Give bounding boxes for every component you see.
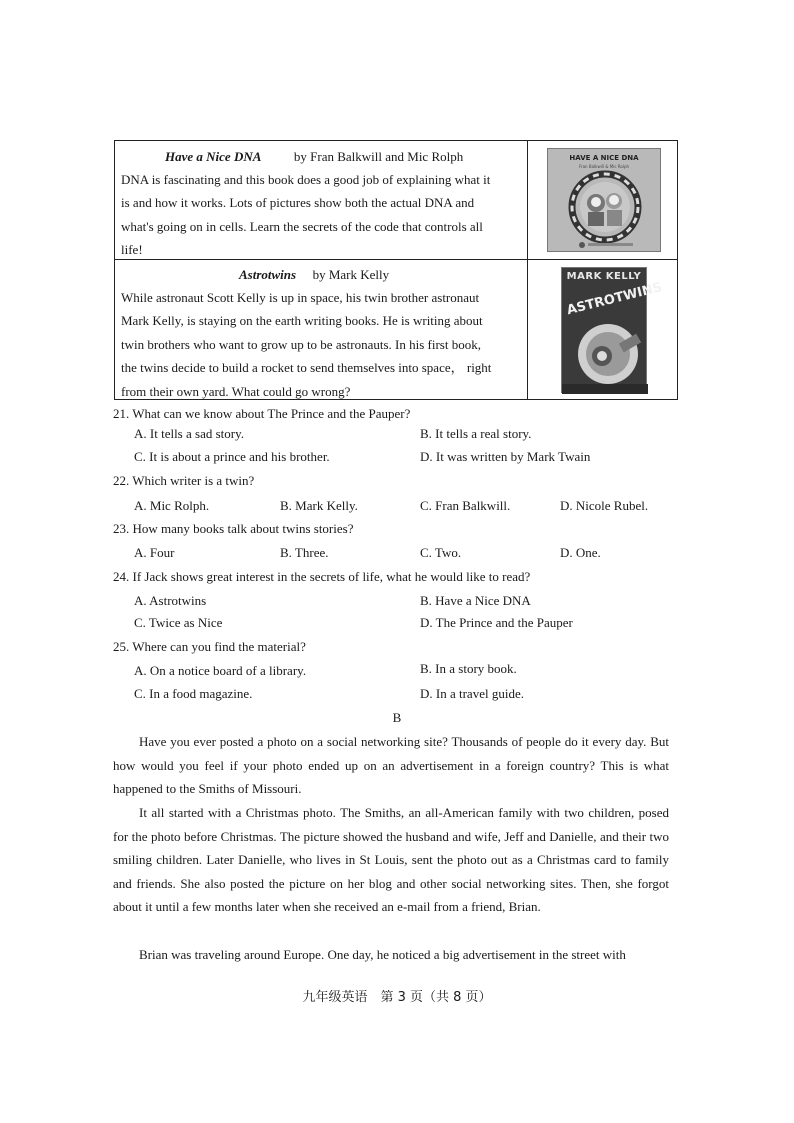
text-line: twin brothers who want to grow up to be astronauts. In his first book, [121, 336, 481, 352]
book-heading [165, 147, 463, 167]
answer-option: A. Four [134, 545, 175, 560]
cover-title: ASTROTWINS [565, 280, 664, 319]
answer-option: B. Have a Nice DNA [420, 593, 531, 608]
answer-option: B. Three. [280, 545, 329, 560]
text-line: what's going on in cells. Learn the secrets of the code that controls all [121, 218, 483, 234]
answer-option: D. It was written by Mark Twain [420, 449, 591, 464]
book-title: Have a Nice DNA [165, 149, 262, 164]
answer-option: C. In a food magazine. [134, 686, 253, 701]
answer-option: B. Mark Kelly. [280, 498, 358, 513]
answer-option: D. The Prince and the Pauper [420, 615, 573, 630]
question-stem: 21. What can we know about The Prince and the Pauper? [113, 406, 411, 421]
answer-option: A. On a notice board of a library. [134, 663, 307, 678]
cover-title: HAVE A NICE DNA [569, 154, 639, 162]
rocket-illustration [562, 268, 664, 394]
table-column-divider [527, 141, 528, 399]
section-label: B [392, 710, 402, 725]
text-line: DNA is fascinating and this book does a good job of explaining what it [121, 172, 491, 187]
page-footer: 九年级英语 第 3 页（共 8 页） [302, 990, 492, 1005]
passage-paragraph: Have you ever posted a photo on a social networking site? Thousands of people do it every day. But how would you feel if your photo ended up on an advertisement in a foreign country? This is what happened to the Smiths of Missouri. [113, 734, 669, 797]
answer-option: B. In a story book. [420, 661, 517, 676]
passage-paragraph: Brian was traveling around Europe. One day, he noticed a big advertisement in the street with [139, 947, 626, 962]
question-stem: 24. If Jack shows great interest in the secrets of life, what he would like to read? [113, 569, 531, 584]
answer-option: D. Nicole Rubel. [560, 498, 649, 513]
book-cover-astrotwins [561, 267, 664, 393]
book-heading [239, 265, 389, 285]
question-stem: 22. Which writer is a twin? [113, 473, 255, 488]
answer-option: A. It tells a sad story. [134, 426, 244, 441]
book-description [121, 286, 519, 403]
answer-option: C. Two. [420, 545, 462, 560]
answer-option: C. Twice as Nice [134, 615, 223, 630]
question-stem: 23. How many books talk about twins stories? [113, 521, 354, 536]
book-cover-dna [547, 148, 661, 252]
book-title: Astrotwins [239, 267, 297, 282]
answer-option: C. It is about a prince and his brother. [134, 449, 330, 464]
book-table [114, 140, 678, 400]
text-line: While astronaut Scott Kelly is up in space, his twin brother astronaut [121, 290, 480, 305]
answer-option: A. Mic Rolph. [134, 498, 210, 513]
text-line: is and how it works. Lots of pictures show both the actual DNA and [121, 195, 475, 211]
passage-paragraph: It all started with a Christmas photo. The Smiths, an all-American family with two children, posed for the photo before Christmas. The picture showed the husband and wife, Jeff and Danielle, and their two smiling children. Later Danielle, who lives in St Louis, sent the photo out as a Christmas card to family and friends. She also posted the picture on her blog and other social networking sites. Then, she forgot about it until a few months later when she received an e-mail from a friend, Brian. [113, 805, 669, 915]
book-description [121, 168, 519, 262]
answer-option: B. It tells a real story. [420, 426, 532, 441]
text-line: the twins decide to build a rocket to send themselves into space， right [121, 360, 492, 376]
answer-option: C. Fran Balkwill. [420, 498, 511, 513]
question-stem: 25. Where can you find the material? [113, 639, 306, 654]
text-line: life! [121, 242, 143, 258]
answer-option: A. Astrotwins [134, 593, 207, 608]
book-author: by Mark Kelly [312, 267, 390, 282]
cover-author: MARK KELLY [566, 271, 642, 282]
cover-authors: Fran Balkwill & Mic Rolph [578, 164, 630, 169]
answer-option: D. In a travel guide. [420, 686, 524, 701]
answer-option: D. One. [560, 545, 601, 560]
book-author: by Fran Balkwill and Mic Rolph [293, 149, 464, 164]
text-line: Mark Kelly, is staying on the earth writing books. He is writing about [121, 313, 483, 329]
text-line: from their own yard. What could go wrong? [121, 383, 351, 399]
dna-ring-illustration [548, 149, 662, 253]
